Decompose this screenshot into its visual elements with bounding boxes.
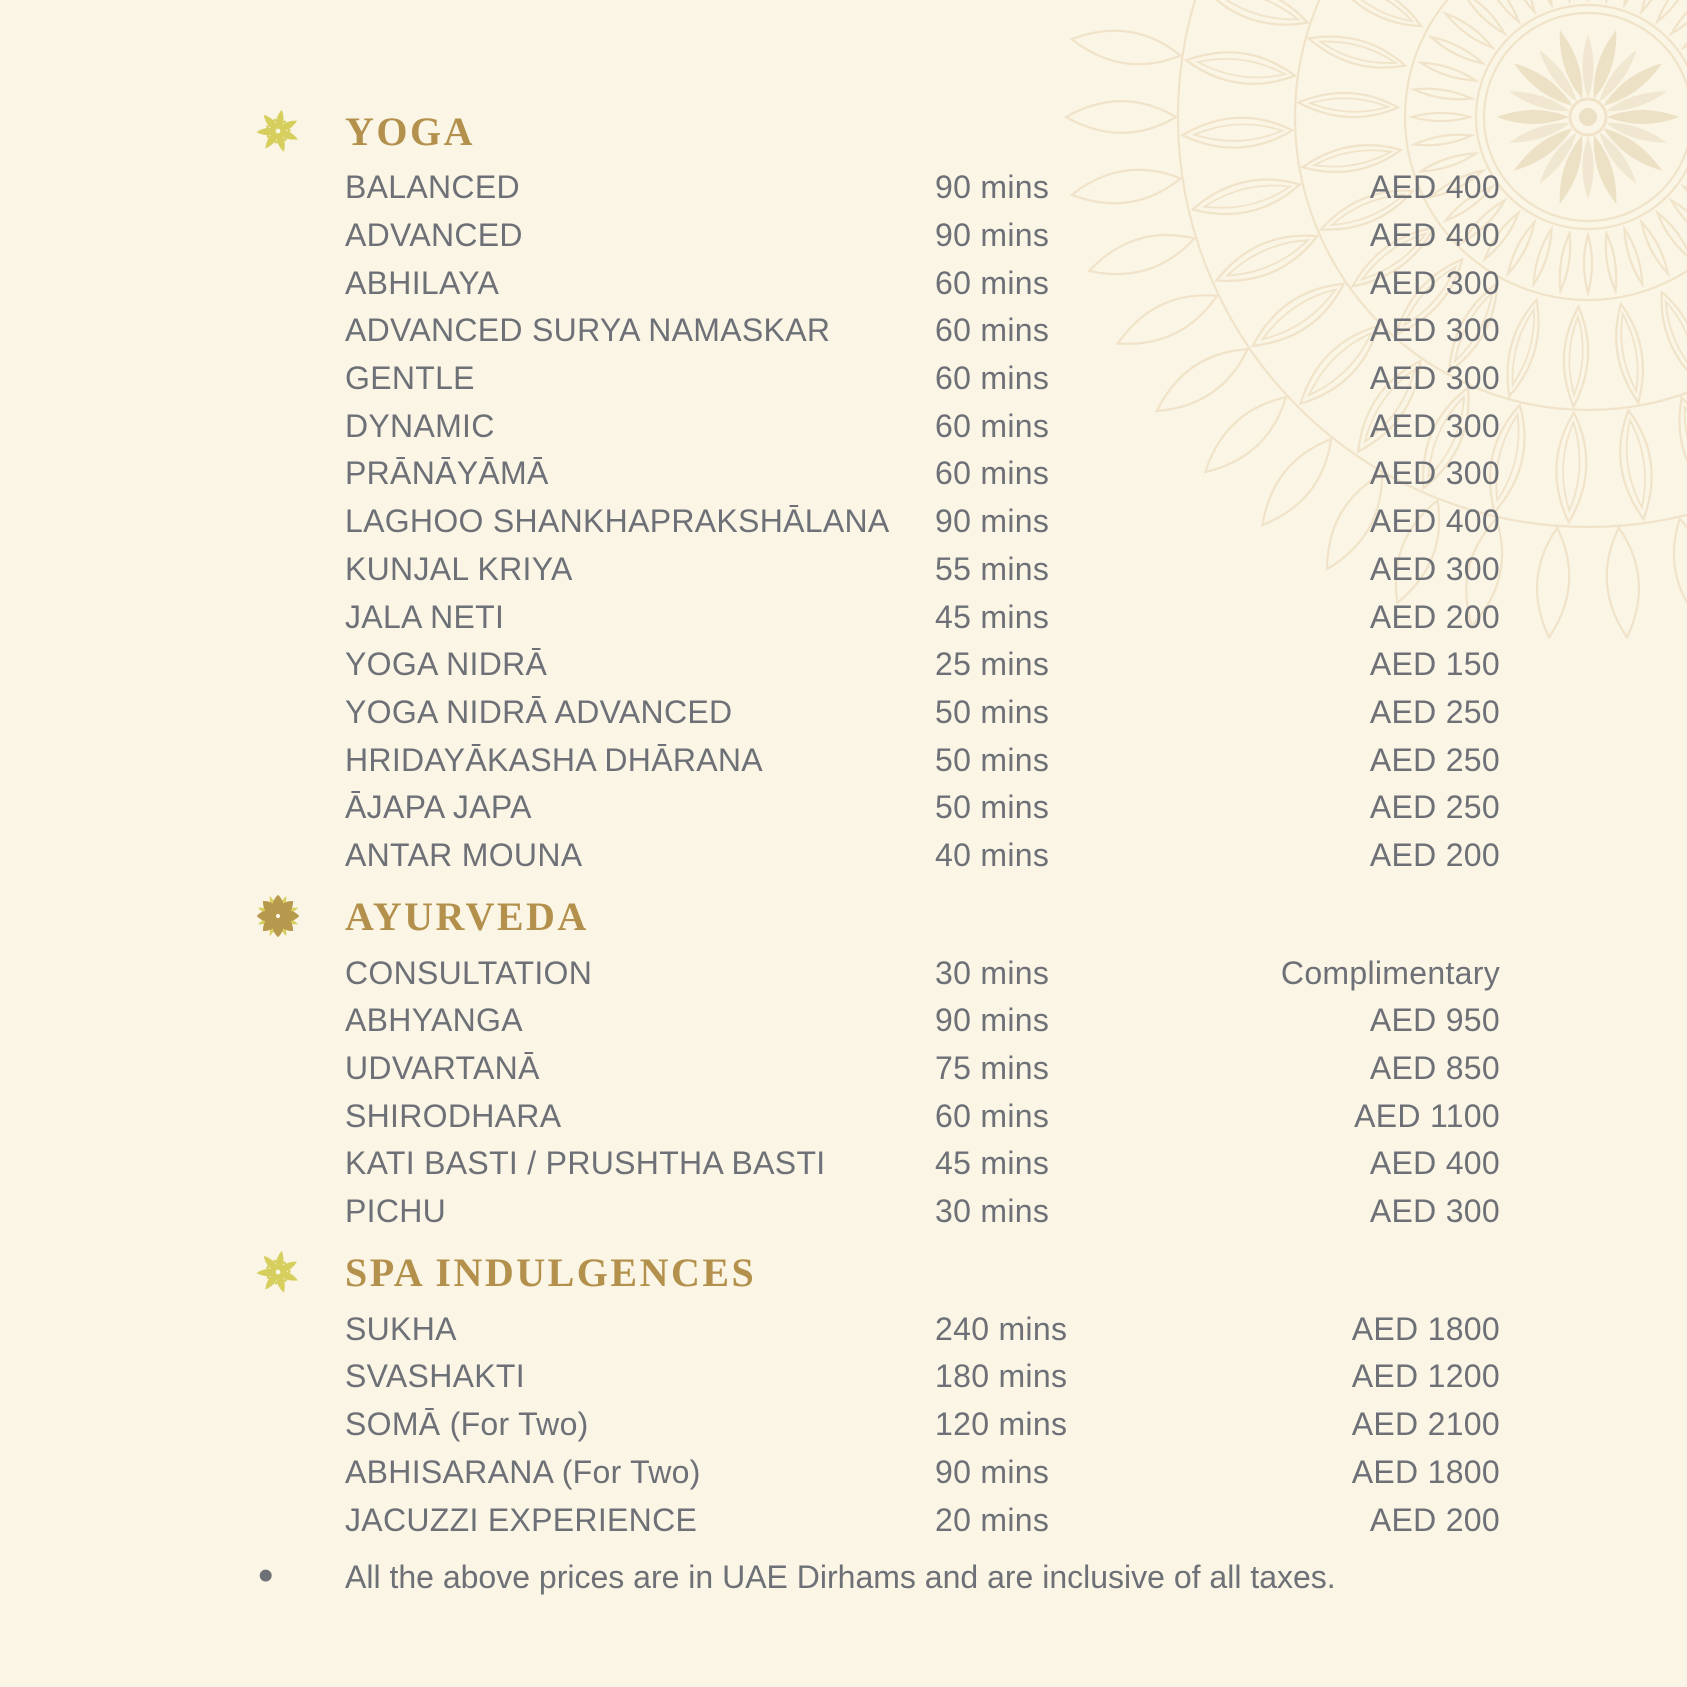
- item-name: GENTLE: [345, 360, 475, 397]
- item-name: KUNJAL KRIYA: [345, 550, 573, 587]
- item-name: CONSULTATION: [345, 954, 593, 991]
- item-name: SVASHAKTI: [345, 1358, 525, 1395]
- menu-item-row: [0, 1401, 1687, 1449]
- item-price: AED 200: [1369, 836, 1500, 873]
- menu-item-row: [0, 1140, 1687, 1188]
- section-header: [0, 889, 1687, 943]
- menu-item-row: [0, 593, 1687, 641]
- footer-note: [0, 1551, 1687, 1602]
- flower-icon: [252, 105, 304, 157]
- item-duration: 45 mins: [935, 598, 1050, 635]
- menu-item-row: [0, 164, 1687, 212]
- footer-note-text: All the above prices are in UAE Dirhams and are inclusive of all taxes.: [345, 1559, 1336, 1596]
- item-duration: 50 mins: [935, 693, 1050, 730]
- item-duration: 50 mins: [935, 741, 1050, 778]
- item-price: AED 1800: [1351, 1453, 1500, 1490]
- item-name: JACUZZI EXPERIENCE: [345, 1501, 698, 1538]
- menu-item-row: [0, 1188, 1687, 1236]
- item-price: Complimentary: [1280, 954, 1500, 991]
- item-price: AED 1200: [1351, 1358, 1500, 1395]
- item-duration: 90 mins: [935, 1453, 1050, 1490]
- menu-item-row: [0, 1092, 1687, 1140]
- menu-item-row: [0, 450, 1687, 498]
- item-price: AED 150: [1369, 646, 1500, 683]
- section-title: YOGA: [345, 108, 475, 154]
- item-price: AED 1100: [1354, 1097, 1500, 1134]
- item-duration: 90 mins: [935, 217, 1050, 254]
- item-name: SHIRODHARA: [345, 1097, 562, 1134]
- item-duration: 25 mins: [935, 646, 1050, 683]
- item-price: AED 2100: [1351, 1406, 1500, 1443]
- flower-icon: [252, 1246, 304, 1298]
- item-price: AED 250: [1369, 693, 1500, 730]
- item-duration: 60 mins: [935, 360, 1050, 397]
- menu-item-row: [0, 1305, 1687, 1353]
- item-duration: 75 mins: [935, 1050, 1050, 1087]
- item-duration: 60 mins: [935, 264, 1050, 301]
- item-name: PICHU: [345, 1193, 447, 1230]
- menu-item-row: [0, 1353, 1687, 1401]
- item-price: AED 400: [1369, 169, 1500, 206]
- menu-item-row: [0, 546, 1687, 594]
- item-name: SUKHA: [345, 1310, 457, 1347]
- item-name: LAGHOO SHANKHAPRAKSHĀLANA: [345, 503, 890, 540]
- menu-item-row: [0, 498, 1687, 546]
- menu-item-row: [0, 212, 1687, 260]
- item-price: AED 1800: [1351, 1310, 1500, 1347]
- item-name: KATI BASTI / PRUSHTHA BASTI: [345, 1145, 826, 1182]
- menu-item-row: [0, 1449, 1687, 1497]
- menu-item-row: [0, 355, 1687, 403]
- item-name: ABHILAYA: [345, 264, 500, 301]
- item-price: AED 250: [1369, 741, 1500, 778]
- menu-section: [0, 1245, 1687, 1543]
- menu-item-row: [0, 784, 1687, 832]
- item-duration: 60 mins: [935, 1097, 1050, 1134]
- flower-icon: [252, 890, 304, 942]
- menu-item-row: [0, 689, 1687, 737]
- section-items: [0, 949, 1687, 1235]
- item-name: HRIDAYĀKASHA DHĀRANA: [345, 741, 763, 778]
- item-duration: 30 mins: [935, 954, 1050, 991]
- item-price: AED 950: [1369, 1002, 1500, 1039]
- item-duration: 60 mins: [935, 312, 1050, 349]
- item-price: AED 300: [1369, 407, 1500, 444]
- item-name: ABHYANGA: [345, 1002, 523, 1039]
- menu-item-row: [0, 259, 1687, 307]
- item-price: AED 400: [1369, 503, 1500, 540]
- item-name: ADVANCED SURYA NAMASKAR: [345, 312, 831, 349]
- item-name: ABHISARANA (For Two): [345, 1453, 701, 1490]
- menu-section: [0, 889, 1687, 1235]
- item-name: YOGA NIDRĀ ADVANCED: [345, 693, 733, 730]
- item-duration: 60 mins: [935, 407, 1050, 444]
- item-name: YOGA NIDRĀ: [345, 646, 548, 683]
- item-name: UDVARTANĀ: [345, 1050, 540, 1087]
- menu-item-row: [0, 949, 1687, 997]
- item-duration: 60 mins: [935, 455, 1050, 492]
- item-name: JALA NETI: [345, 598, 505, 635]
- item-name: ANTAR MOUNA: [345, 836, 583, 873]
- item-price: AED 300: [1369, 264, 1500, 301]
- item-duration: 55 mins: [935, 550, 1050, 587]
- item-price: AED 300: [1369, 1193, 1500, 1230]
- item-name: SOMĀ (For Two): [345, 1406, 589, 1443]
- item-name: ĀJAPA JAPA: [345, 789, 532, 826]
- item-price: AED 400: [1369, 1145, 1500, 1182]
- item-name: DYNAMIC: [345, 407, 495, 444]
- item-duration: 40 mins: [935, 836, 1050, 873]
- item-name: PRĀNĀYĀMĀ: [345, 455, 549, 492]
- menu-item-row: [0, 402, 1687, 450]
- section-title: AYURVEDA: [345, 893, 589, 939]
- menu-item-row: [0, 641, 1687, 689]
- section-items: [0, 1305, 1687, 1543]
- section-title: SPA INDULGENCES: [345, 1249, 757, 1295]
- item-price: AED 250: [1369, 789, 1500, 826]
- item-name: BALANCED: [345, 169, 520, 206]
- bullet-icon: •: [258, 1551, 274, 1601]
- menu-item-row: [0, 736, 1687, 784]
- item-price: AED 300: [1369, 312, 1500, 349]
- section-header: [0, 1245, 1687, 1299]
- item-price: AED 200: [1369, 598, 1500, 635]
- item-duration: 45 mins: [935, 1145, 1050, 1182]
- menu-item-row: [0, 1496, 1687, 1544]
- section-items: [0, 164, 1687, 879]
- item-duration: 90 mins: [935, 503, 1050, 540]
- section-header: [0, 104, 1687, 158]
- item-price: AED 300: [1369, 550, 1500, 587]
- item-name: ADVANCED: [345, 217, 523, 254]
- menu-item-row: [0, 997, 1687, 1045]
- item-duration: 90 mins: [935, 169, 1050, 206]
- menu-section: [0, 104, 1687, 879]
- item-duration: 50 mins: [935, 789, 1050, 826]
- item-duration: 20 mins: [935, 1501, 1050, 1538]
- menu-item-row: [0, 307, 1687, 355]
- item-price: AED 300: [1369, 360, 1500, 397]
- item-price: AED 200: [1369, 1501, 1500, 1538]
- item-duration: 180 mins: [935, 1358, 1068, 1395]
- item-price: AED 850: [1369, 1050, 1500, 1087]
- item-duration: 240 mins: [935, 1310, 1068, 1347]
- menu-item-row: [0, 1045, 1687, 1093]
- item-price: AED 300: [1369, 455, 1500, 492]
- item-duration: 90 mins: [935, 1002, 1050, 1039]
- menu-item-row: [0, 832, 1687, 880]
- item-duration: 120 mins: [935, 1406, 1068, 1443]
- item-duration: 30 mins: [935, 1193, 1050, 1230]
- item-price: AED 400: [1369, 217, 1500, 254]
